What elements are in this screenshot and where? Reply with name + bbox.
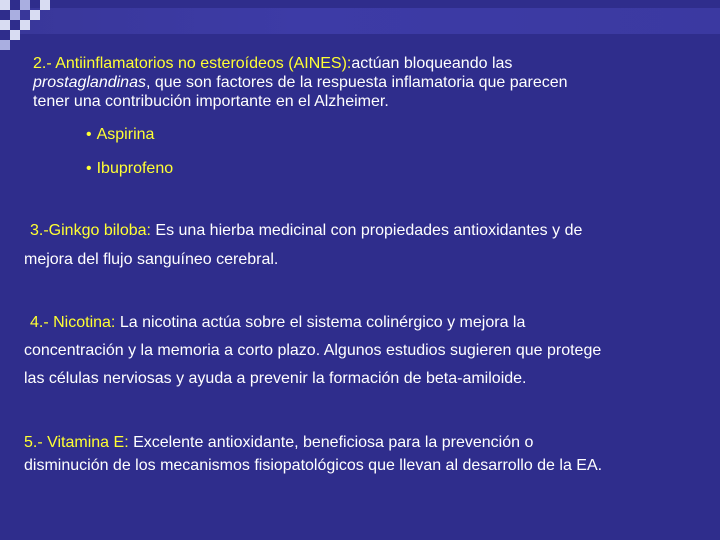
item-2-text-2: , que son factores de la respuesta inflamatoria que parecen xyxy=(145,74,568,91)
deco-square xyxy=(30,10,40,20)
item-5-line-2 xyxy=(24,454,714,477)
item-4-line-3 xyxy=(24,365,704,393)
item-4-line-1 xyxy=(24,309,704,337)
bullet-label: Ibuprofeno xyxy=(96,160,174,177)
deco-square xyxy=(0,0,10,10)
bullet-symbol: • xyxy=(86,126,92,143)
item-4-label: 4.- Nicotina: xyxy=(30,314,116,331)
item-2-line-3 xyxy=(33,92,703,111)
item-4-text-2: concentración y la memoria a corto plazo. Algunos estudios sugieren que protege xyxy=(24,342,602,359)
item-4-line-2 xyxy=(24,337,704,365)
item-3-line-1 xyxy=(24,216,704,245)
bullet-aspirina xyxy=(86,126,154,144)
item-3-text-1: Es una hierba medicinal con propiedades antioxidantes y de xyxy=(150,222,583,239)
item-2-text-1: actúan bloqueando las xyxy=(351,55,513,72)
deco-square xyxy=(20,0,30,10)
item-3-label: 3.-Ginkgo biloba: xyxy=(30,222,151,239)
deco-square xyxy=(10,10,20,20)
deco-square xyxy=(20,20,30,30)
item-2-text-3: tener una contribución importante en el Alzheimer. xyxy=(33,93,389,110)
item-2-italic-term: prostaglandinas xyxy=(33,74,146,91)
deco-square xyxy=(10,30,20,40)
item-2-paragraph xyxy=(33,54,703,111)
item-3-paragraph xyxy=(24,216,704,274)
deco-square xyxy=(40,0,50,10)
item-4-paragraph xyxy=(24,309,704,393)
item-2-label: 2.- Antiinflamatorios no esteroídeos (AINES): xyxy=(33,55,352,72)
bullet-symbol: • xyxy=(86,160,92,177)
item-2-line-1 xyxy=(33,54,703,73)
item-5-text-1: Excelente antioxidante, beneficiosa para la prevención o xyxy=(128,434,534,451)
bullet-ibuprofeno xyxy=(86,160,173,178)
item-5-paragraph xyxy=(24,431,714,477)
item-4-text-1: La nicotina actúa sobre el sistema colinérgico y mejora la xyxy=(115,314,526,331)
item-3-text-2: mejora del flujo sanguíneo cerebral. xyxy=(24,251,279,268)
item-3-line-2 xyxy=(24,245,704,274)
item-5-line-1 xyxy=(24,431,714,454)
deco-square xyxy=(0,20,10,30)
item-2-line-2 xyxy=(33,73,703,92)
item-4-text-3: las células nerviosas y ayuda a prevenir la formación de beta-amiloide. xyxy=(24,370,527,387)
bullet-label: Aspirina xyxy=(96,126,155,143)
decorative-top-bar xyxy=(20,8,720,34)
deco-square xyxy=(0,40,10,50)
item-5-text-2: disminución de los mecanismos fisiopatológicos que llevan al desarrollo de la EA. xyxy=(24,457,603,474)
item-5-label: 5.- Vitamina E: xyxy=(24,434,129,451)
